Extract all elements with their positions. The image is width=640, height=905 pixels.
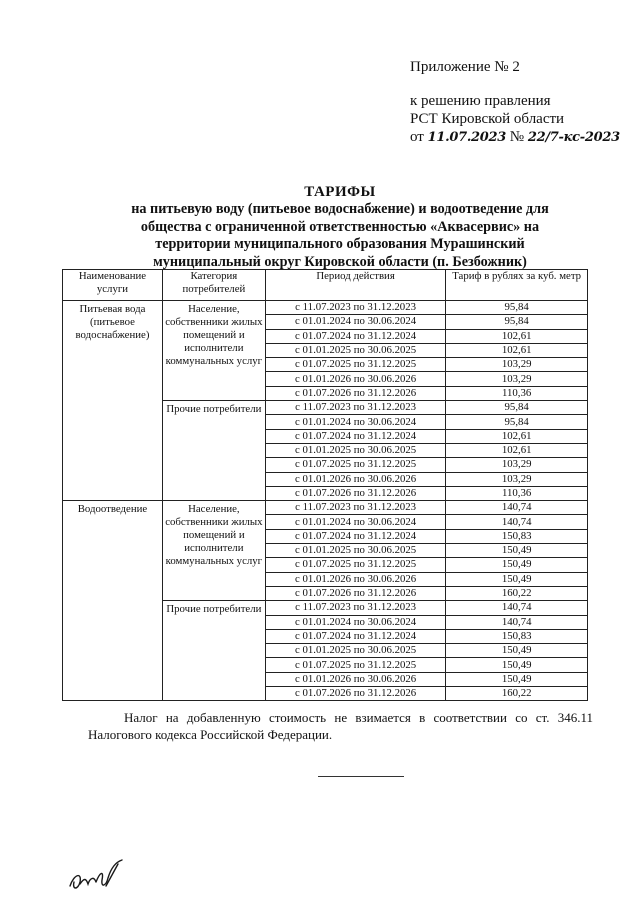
tariff-value-cell: 95,84 bbox=[446, 401, 588, 415]
tariff-value-cell: 150,49 bbox=[446, 672, 588, 686]
period-cell: с 01.01.2025 по 30.06.2025 bbox=[265, 644, 446, 658]
separator-line bbox=[318, 776, 404, 777]
period-cell: с 01.01.2026 по 30.06.2026 bbox=[265, 372, 446, 386]
tariff-value-cell: 102,61 bbox=[446, 329, 588, 343]
period-cell: с 01.01.2024 по 30.06.2024 bbox=[265, 515, 446, 529]
tariff-value-cell: 160,22 bbox=[446, 586, 588, 600]
header-service: Наименование услуги bbox=[63, 270, 163, 301]
tariff-value-cell: 95,84 bbox=[446, 315, 588, 329]
appendix-date-line bbox=[410, 128, 620, 147]
tariff-value-cell: 102,61 bbox=[446, 429, 588, 443]
period-cell: с 01.01.2025 по 30.06.2025 bbox=[265, 343, 446, 357]
period-cell: с 01.07.2024 по 31.12.2024 bbox=[265, 329, 446, 343]
period-cell: с 01.07.2025 по 31.12.2025 bbox=[265, 458, 446, 472]
period-cell: с 01.01.2024 по 30.06.2024 bbox=[265, 315, 446, 329]
vat-note: Налог на добавленную стоимость не взимается в соответствии со ст. 346.11 Налогового кодекса Российской Федерации. bbox=[88, 710, 593, 742]
period-cell: с 01.01.2026 по 30.06.2026 bbox=[265, 572, 446, 586]
appendix-title: Приложение № 2 bbox=[410, 59, 520, 75]
tariff-value-cell: 102,61 bbox=[446, 343, 588, 357]
period-cell: с 01.07.2025 по 31.12.2025 bbox=[265, 558, 446, 572]
tariff-value-cell: 150,49 bbox=[446, 572, 588, 586]
period-cell: с 01.07.2024 по 31.12.2024 bbox=[265, 529, 446, 543]
tariff-value-cell: 140,74 bbox=[446, 615, 588, 629]
date-prefix: от bbox=[410, 129, 424, 145]
number-prefix: № bbox=[509, 129, 525, 145]
handwritten-date: 11.07.2023 bbox=[427, 130, 507, 145]
heading-line-1: на питьевую воду (питьевое водоснабжение) и водоотведение для bbox=[131, 201, 549, 217]
appendix-line-1: к решению правления bbox=[410, 93, 551, 109]
handwritten-number: 22/7-кс-2023 bbox=[527, 130, 620, 145]
tariff-value-cell: 140,74 bbox=[446, 515, 588, 529]
header-category: Категория потребителей bbox=[162, 270, 265, 301]
period-cell: с 01.01.2024 по 30.06.2024 bbox=[265, 615, 446, 629]
period-cell: с 11.07.2023 по 31.12.2023 bbox=[265, 501, 446, 515]
tariff-value-cell: 95,84 bbox=[446, 415, 588, 429]
tariff-value-cell: 103,29 bbox=[446, 358, 588, 372]
period-cell: с 01.01.2024 по 30.06.2024 bbox=[265, 415, 446, 429]
appendix-line-2: РСТ Кировской области bbox=[410, 111, 565, 127]
service-name-cell: Питьевая вода (питьевое водоснабжение) bbox=[63, 301, 163, 501]
tariff-value-cell: 103,29 bbox=[446, 458, 588, 472]
signature-icon bbox=[66, 856, 126, 896]
period-cell: с 01.07.2026 по 31.12.2026 bbox=[265, 687, 446, 701]
tariff-table bbox=[62, 269, 588, 701]
header-period: Период действия bbox=[265, 270, 446, 301]
period-cell: с 01.07.2024 по 31.12.2024 bbox=[265, 629, 446, 643]
tariff-value-cell: 150,49 bbox=[446, 558, 588, 572]
tariff-value-cell: 110,36 bbox=[446, 386, 588, 400]
tariff-value-cell: 150,49 bbox=[446, 544, 588, 558]
period-cell: с 11.07.2023 по 31.12.2023 bbox=[265, 601, 446, 615]
table-row bbox=[63, 301, 588, 315]
tariff-value-cell: 160,22 bbox=[446, 687, 588, 701]
period-cell: с 01.07.2025 по 31.12.2025 bbox=[265, 658, 446, 672]
tariff-value-cell: 150,49 bbox=[446, 644, 588, 658]
tariff-value-cell: 103,29 bbox=[446, 472, 588, 486]
category-cell: Население, собственники жилых помещений и исполнители коммунальных услуг bbox=[162, 301, 265, 401]
category-cell: Прочие потребители bbox=[162, 401, 265, 501]
period-cell: с 01.01.2025 по 30.06.2025 bbox=[265, 544, 446, 558]
tariff-value-cell: 95,84 bbox=[446, 301, 588, 315]
tariff-value-cell: 140,74 bbox=[446, 501, 588, 515]
heading-line-2: общества с ограниченной ответственностью «Аквасервис» на bbox=[140, 218, 540, 235]
category-cell: Прочие потребители bbox=[162, 601, 265, 701]
period-cell: с 01.01.2026 по 30.06.2026 bbox=[265, 672, 446, 686]
tariff-table-body bbox=[63, 301, 588, 701]
tariff-value-cell: 140,74 bbox=[446, 601, 588, 615]
category-cell: Население, собственники жилых помещений и исполнители коммунальных услуг bbox=[162, 501, 265, 601]
tariff-value-cell: 150,49 bbox=[446, 658, 588, 672]
period-cell: с 01.01.2025 по 30.06.2025 bbox=[265, 443, 446, 457]
document-heading bbox=[100, 183, 580, 271]
heading-title: ТАРИФЫ bbox=[304, 184, 376, 200]
tariff-value-cell: 110,36 bbox=[446, 486, 588, 500]
period-cell: с 01.07.2026 по 31.12.2026 bbox=[265, 486, 446, 500]
tariff-value-cell: 150,83 bbox=[446, 529, 588, 543]
tariff-value-cell: 103,29 bbox=[446, 372, 588, 386]
period-cell: с 01.07.2026 по 31.12.2026 bbox=[265, 586, 446, 600]
header-tariff: Тариф в рублях за куб. метр bbox=[446, 270, 588, 301]
tariff-value-cell: 102,61 bbox=[446, 443, 588, 457]
period-cell: с 01.01.2026 по 30.06.2026 bbox=[265, 472, 446, 486]
heading-line-3: территории муниципального образования Мурашинский bbox=[155, 236, 525, 252]
period-cell: с 01.07.2025 по 31.12.2025 bbox=[265, 358, 446, 372]
appendix-block bbox=[410, 58, 620, 147]
table-row bbox=[63, 501, 588, 515]
period-cell: с 01.07.2024 по 31.12.2024 bbox=[265, 429, 446, 443]
table-header-row bbox=[63, 270, 588, 301]
period-cell: с 01.07.2026 по 31.12.2026 bbox=[265, 386, 446, 400]
period-cell: с 11.07.2023 по 31.12.2023 bbox=[265, 301, 446, 315]
period-cell: с 11.07.2023 по 31.12.2023 bbox=[265, 401, 446, 415]
heading-line-4: муниципальный округ Кировской области (п. Безбожник) bbox=[153, 253, 527, 270]
tariff-value-cell: 150,83 bbox=[446, 629, 588, 643]
service-name-cell: Водоотведение bbox=[63, 501, 163, 701]
